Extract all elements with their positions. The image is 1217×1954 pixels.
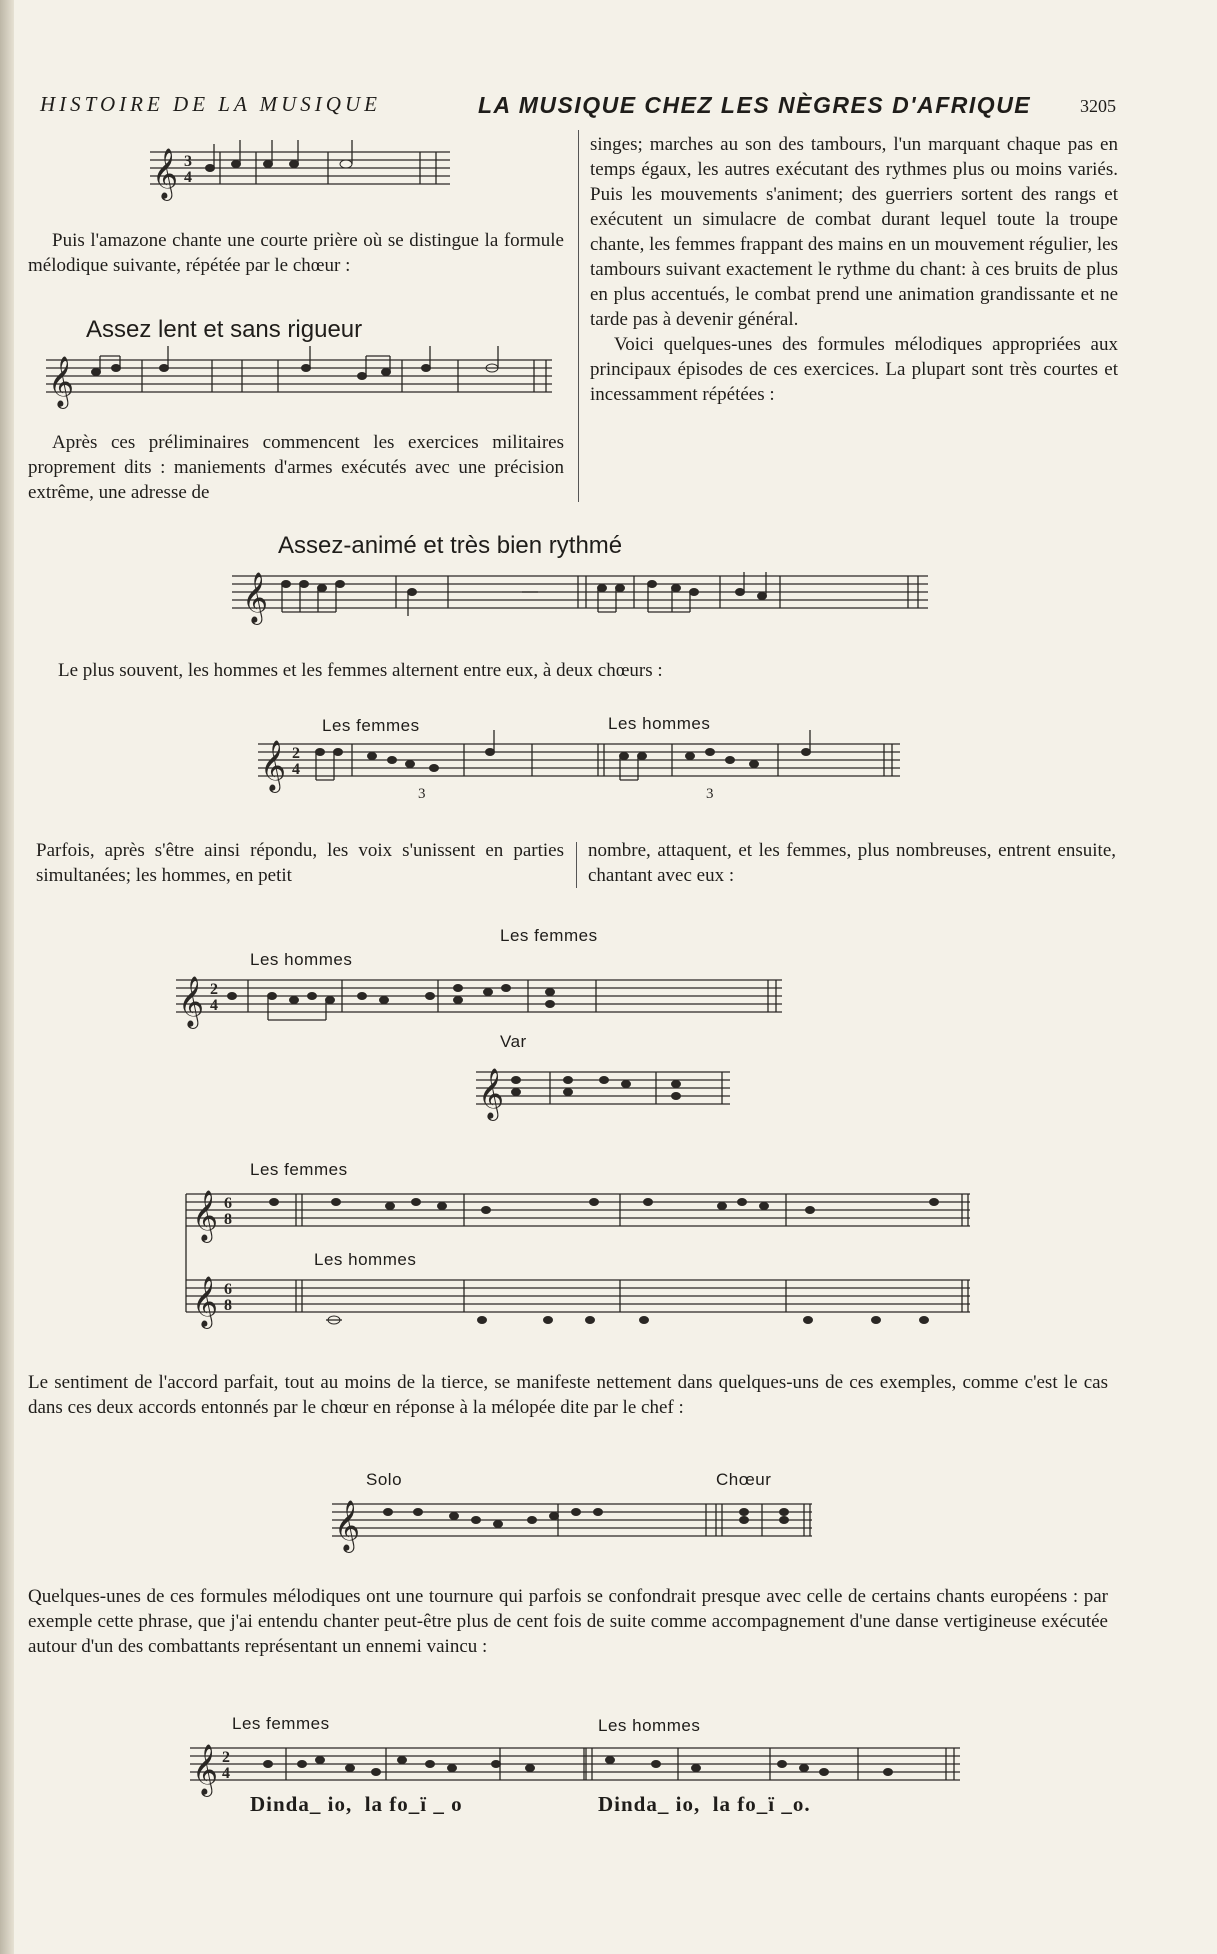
svg-text:2: 2 — [222, 1749, 230, 1766]
right-column — [590, 132, 1118, 407]
ex3-label-men: Les hommes — [608, 714, 711, 733]
svg-text:2: 2 — [210, 981, 218, 998]
treble-clef-icon: 𝄞 — [260, 740, 287, 791]
ex3-label-women: Les femmes — [322, 716, 420, 735]
para3-right: nombre, attaquent, et les femmes, plus nombreuses, entrent ensuite, chantant avec eux : — [588, 840, 1116, 886]
treble-clef-icon: 𝄞 — [178, 976, 205, 1027]
right-paragraph-1: singes; marches au son des tambours, l'un marquant chaque pas en temps égaux, les autres exécutant des rythmes plus ou moins variés. Puis les mouvements s'animent; des guerriers sortent des rangs et exécutent un simulacre de combat durant lequel toute la troupe chante, les femmes frappant des mains en un mouvement régulier, les tambours suivant exactement le rythme du chant: à ces bruits de plus en plus accentués, le combat prend une animation grandissante et ne tarde pas à devenir général. — [590, 134, 1118, 330]
ex5-label-women: Les femmes — [250, 1160, 348, 1179]
ex6-solo-label: Solo — [366, 1470, 403, 1489]
treble-clef-icon: 𝄞 — [242, 572, 269, 623]
svg-text:8: 8 — [224, 1297, 232, 1314]
svg-text:2: 2 — [292, 745, 300, 762]
music-staff-ex6-lower — [186, 1276, 970, 1336]
ex4-label-men: Les hommes — [250, 950, 353, 969]
ex4-var-label: Var — [500, 1032, 527, 1051]
svg-text:6: 6 — [224, 1195, 232, 1212]
music-staff-ex5 — [176, 976, 782, 1026]
svg-text:4: 4 — [184, 169, 192, 186]
header-left-title: HISTOIRE DE LA MUSIQUE — [40, 92, 381, 116]
ex6-choeur-label: Chœur — [716, 1470, 772, 1489]
treble-clef-icon: 𝄞 — [192, 1276, 219, 1327]
body-sentence-1: Le plus souvent, les hommes et les femmes alternent entre eux, à deux chœurs : — [58, 660, 663, 681]
music-staff-ex6-upper — [186, 1190, 970, 1241]
music-staff-ex8 — [190, 1744, 960, 1795]
staff-lines — [150, 152, 450, 184]
music-staff-ex1 — [150, 148, 450, 198]
svg-text:6: 6 — [224, 1281, 232, 1298]
treble-clef-icon: 𝄞 — [334, 1500, 361, 1551]
running-header — [40, 92, 1120, 122]
body-para4: Le sentiment de l'accord parfait, tout au moins de la tierce, se manifeste nettement dans quelques-uns de ces exemples, comme c'est le cas dans ces deux accords entonnés par le chœur en réponse à la mélopée dite par le chef : — [28, 1372, 1108, 1418]
ex4-label-women: Les femmes — [500, 926, 598, 945]
tempo-marking-1: Assez lent et sans rigueur — [86, 316, 363, 343]
page-binding-shadow — [0, 0, 14, 1954]
svg-text:4: 4 — [222, 1765, 230, 1782]
para3-left: Parfois, après s'être ainsi répondu, les voix s'unissent en parties simultanées; les hommes, en petit — [36, 840, 564, 886]
right-paragraph-2: Voici quelques-unes des formules mélodiques appropriées aux principaux épisodes de ces exercices. La plupart sont très courtes et incessamment répétées : — [590, 334, 1118, 405]
music-staff-ex3 — [232, 572, 928, 623]
ex7-label-men: Les hommes — [598, 1716, 701, 1735]
svg-text:4: 4 — [210, 997, 218, 1014]
left-paragraph-1: Puis l'amazone chante une courte prière où se distingue la formule mélodique suivante, répétée par le chœur : — [28, 230, 564, 276]
music-staff-ex7 — [332, 1500, 812, 1551]
music-staff-ex2 — [46, 356, 552, 406]
svg-text:3: 3 — [184, 153, 192, 170]
ex7-lyrics-men: Dinda_ io, la fo_ï _o. — [598, 1792, 811, 1816]
music-staff-ex5-variant — [476, 1068, 730, 1119]
treble-clef-icon: 𝄞 — [152, 148, 179, 199]
column-divider-2 — [576, 842, 577, 888]
ex7-label-women: Les femmes — [232, 1714, 330, 1733]
treble-clef-icon: 𝄞 — [192, 1190, 219, 1241]
triplet-mark: 3 — [706, 786, 714, 802]
left-col-para1 — [28, 228, 564, 278]
treble-clef-icon: 𝄞 — [478, 1068, 505, 1119]
page-number: 3205 — [1080, 96, 1116, 116]
column-divider — [578, 130, 579, 502]
ex7-lyrics-women: Dinda_ io, la fo_ï _ o — [250, 1792, 463, 1816]
svg-text:4: 4 — [292, 761, 300, 778]
tempo-marking-2: Assez-animé et très bien rythmé — [278, 532, 623, 559]
ex5-label-men: Les hommes — [314, 1250, 417, 1269]
header-right-title: LA MUSIQUE CHEZ LES NÈGRES D'AFRIQUE — [478, 92, 1032, 118]
music-staff-ex4 — [258, 740, 900, 800]
treble-clef-icon: 𝄞 — [48, 356, 75, 407]
left-col-para2 — [28, 430, 564, 505]
triplet-mark: 3 — [418, 786, 426, 802]
body-para5: Quelques-unes de ces formules mélodiques ont une tournure qui parfois se confondrait presque avec celle de certains chants européens : par exemple cette phrase, que j'ai entendu chanter peut-être plus de cent fois de suite comme accompagnement d'une danse vertigineuse exécutée autour d'un des combattants représentant un ennemi vaincu : — [28, 1586, 1108, 1657]
treble-clef-icon: 𝄞 — [192, 1744, 219, 1795]
svg-text:8: 8 — [224, 1211, 232, 1228]
left-paragraph-2: Après ces préliminaires commencent les exercices militaires proprement dits : maniements d'armes exécutés avec une précision extrême, une adresse de — [28, 432, 564, 503]
